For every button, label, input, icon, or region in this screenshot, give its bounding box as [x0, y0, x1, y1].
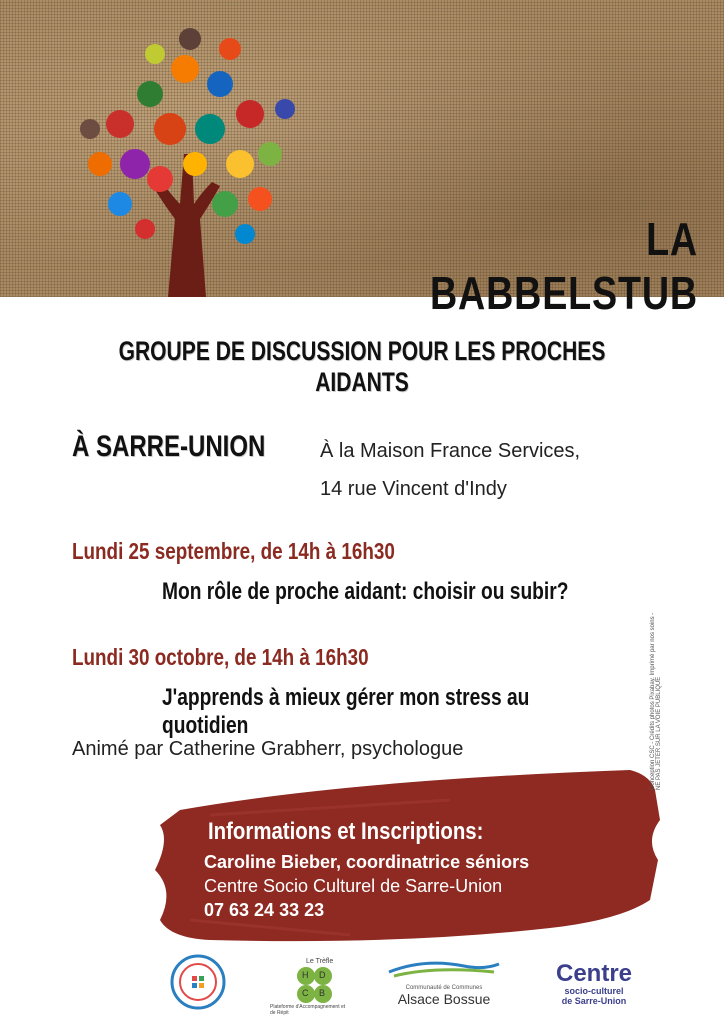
host-line: Animé par Catherine Grabherr, psychologue: [72, 738, 464, 760]
session-2-date: Lundi 30 octobre, de 14h à 16h30: [72, 644, 369, 670]
session-1-date: Lundi 25 septembre, de 14h à 16h30: [72, 538, 395, 564]
contact-name: Caroline Bieber, coordinatrice séniors: [204, 852, 530, 872]
centre-socio-culturel-logo: Centre socio-culturel de Sarre-Union: [555, 960, 633, 1006]
organization-name: Centre Socio Culturel de Sarre-Union: [204, 876, 503, 896]
address-line-2: 14 rue Vincent d'Indy: [320, 478, 507, 500]
alsace-bossue-logo: Communauté de Communes Alsace Bossue: [384, 958, 504, 1014]
phone-number: 07 63 24 33 23: [204, 900, 325, 920]
poster-title: LA BABBELSTUB: [429, 213, 698, 319]
le-trefle-logo: Le Trèfle H D C B Plateforme d'Accompagnement et de Répit: [270, 958, 346, 1016]
session-1-topic: Mon rôle de proche aidant: choisir ou subir?: [162, 578, 569, 605]
conference-financeurs-logo: [170, 954, 226, 1010]
tree-of-hands-illustration: [60, 14, 320, 297]
info-title: Informations et Inscriptions:: [208, 818, 484, 845]
address-line-1: À la Maison France Services,: [320, 440, 581, 462]
location-town: À SARRE-UNION: [72, 430, 266, 463]
side-credit-text: Conception CSC - Crédits photos Pixabay. Imprimé par nos soins - NE PAS JETER SUR LA VOIE PUBLIQUE: [650, 612, 662, 790]
poster-subtitle: GROUPE DE DISCUSSION POUR LES PROCHES AIDANTS: [118, 336, 606, 397]
session-2-topic: J'apprends à mieux gérer mon stress au quotidien: [162, 684, 530, 739]
